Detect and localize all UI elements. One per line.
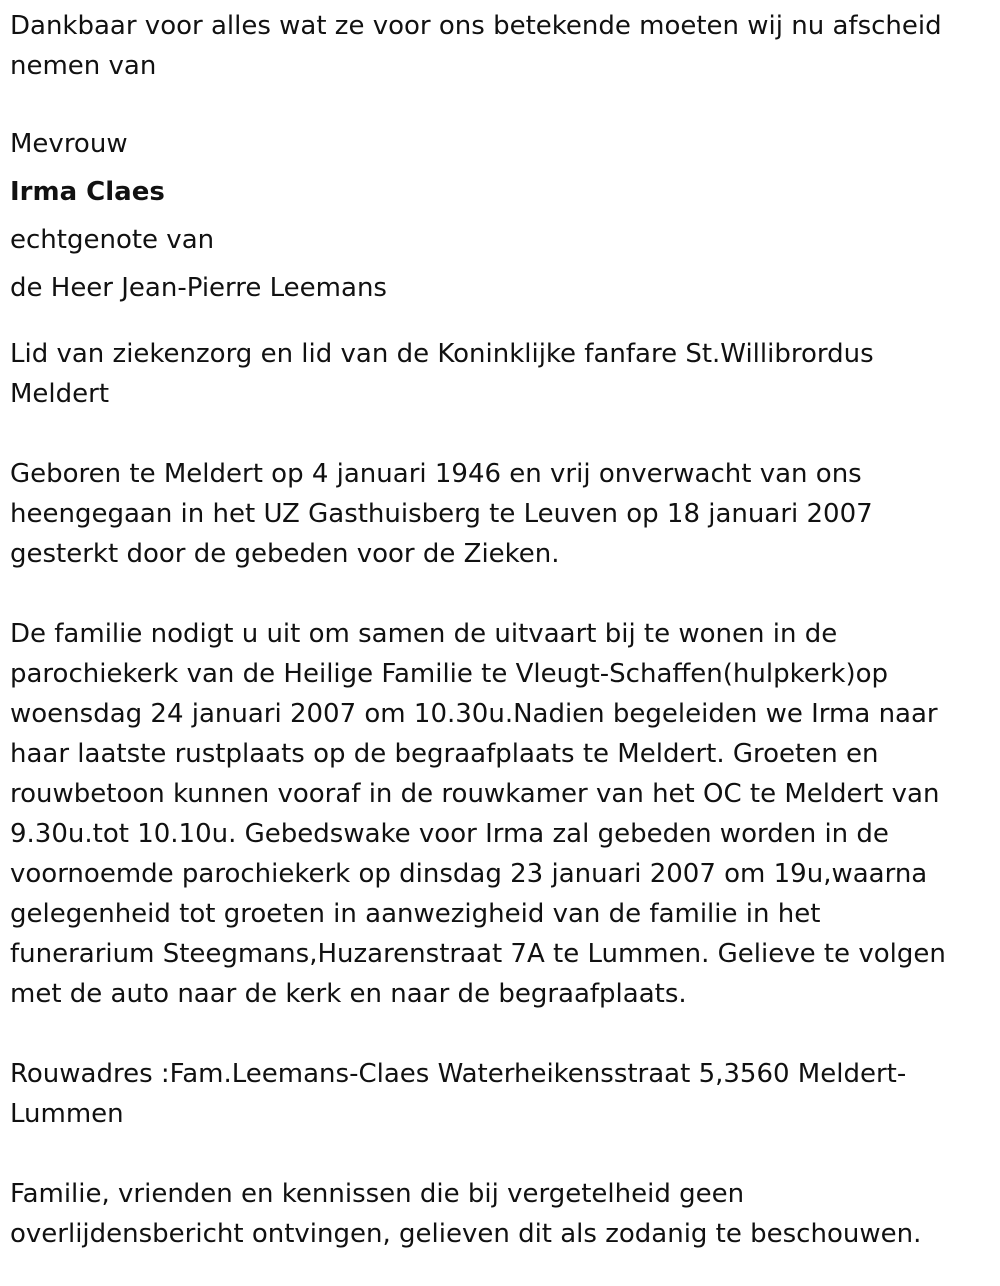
closing-line: overlijdensbericht ontvingen, gelieven dit als zodanig te beschouwen.: [10, 1219, 922, 1249]
intro-paragraph: [10, 6, 990, 86]
relation-label: echtgenote van: [10, 225, 215, 255]
funeral-line: woensdag 24 januari 2007 om 10.30u.Nadien begeleiden we Irma naar: [10, 699, 938, 729]
funeral-line: De familie nodigt u uit om samen de uitvaart bij te wonen in de: [10, 619, 838, 649]
membership-line: Meldert: [10, 379, 110, 409]
closing-paragraph: [10, 1174, 990, 1254]
funeral-line: 9.30u.tot 10.10u. Gebedswake voor Irma zal gebeden worden in de: [10, 819, 889, 849]
membership-paragraph: [10, 334, 990, 414]
funeral-line: haar laatste rustplaats op de begraafplaats te Meldert. Groeten en: [10, 739, 879, 769]
deceased-name: Irma Claes: [10, 177, 165, 207]
intro-line: nemen van: [10, 51, 157, 81]
honorific: Mevrouw: [10, 129, 128, 159]
address-paragraph: [10, 1054, 990, 1134]
deceased-block: [10, 120, 990, 312]
birth-death-line: gesterkt door de gebeden voor de Zieken.: [10, 539, 560, 569]
birth-death-line: Geboren te Meldert op 4 januari 1946 en vrij onverwacht van ons: [10, 459, 862, 489]
funeral-line: gelegenheid tot groeten in aanwezigheid van de familie in het: [10, 899, 821, 929]
funeral-line: funerarium Steegmans,Huzarenstraat 7A te Lummen. Gelieve te volgen: [10, 939, 946, 969]
address-line: Lummen: [10, 1099, 124, 1129]
funeral-line: voornoemde parochiekerk op dinsdag 23 januari 2007 om 19u,waarna: [10, 859, 928, 889]
birth-death-line: heengegaan in het UZ Gasthuisberg te Leuven op 18 januari 2007: [10, 499, 873, 529]
address-line: Rouwadres :Fam.Leemans-Claes Waterheikensstraat 5,3560 Meldert-: [10, 1059, 907, 1089]
birth-death-paragraph: [10, 454, 990, 574]
membership-line: Lid van ziekenzorg en lid van de Koninklijke fanfare St.Willibrordus: [10, 339, 874, 369]
funeral-line: met de auto naar de kerk en naar de begraafplaats.: [10, 979, 687, 1009]
spouse-name: de Heer Jean-Pierre Leemans: [10, 273, 387, 303]
funeral-paragraph: [10, 614, 990, 1014]
intro-line: Dankbaar voor alles wat ze voor ons betekende moeten wij nu afscheid: [10, 11, 942, 41]
closing-line: Familie, vrienden en kennissen die bij vergetelheid geen: [10, 1179, 745, 1209]
funeral-line: rouwbetoon kunnen vooraf in de rouwkamer van het OC te Meldert van: [10, 779, 940, 809]
funeral-line: parochiekerk van de Heilige Familie te Vleugt-Schaffen(hulpkerk)op: [10, 659, 889, 689]
